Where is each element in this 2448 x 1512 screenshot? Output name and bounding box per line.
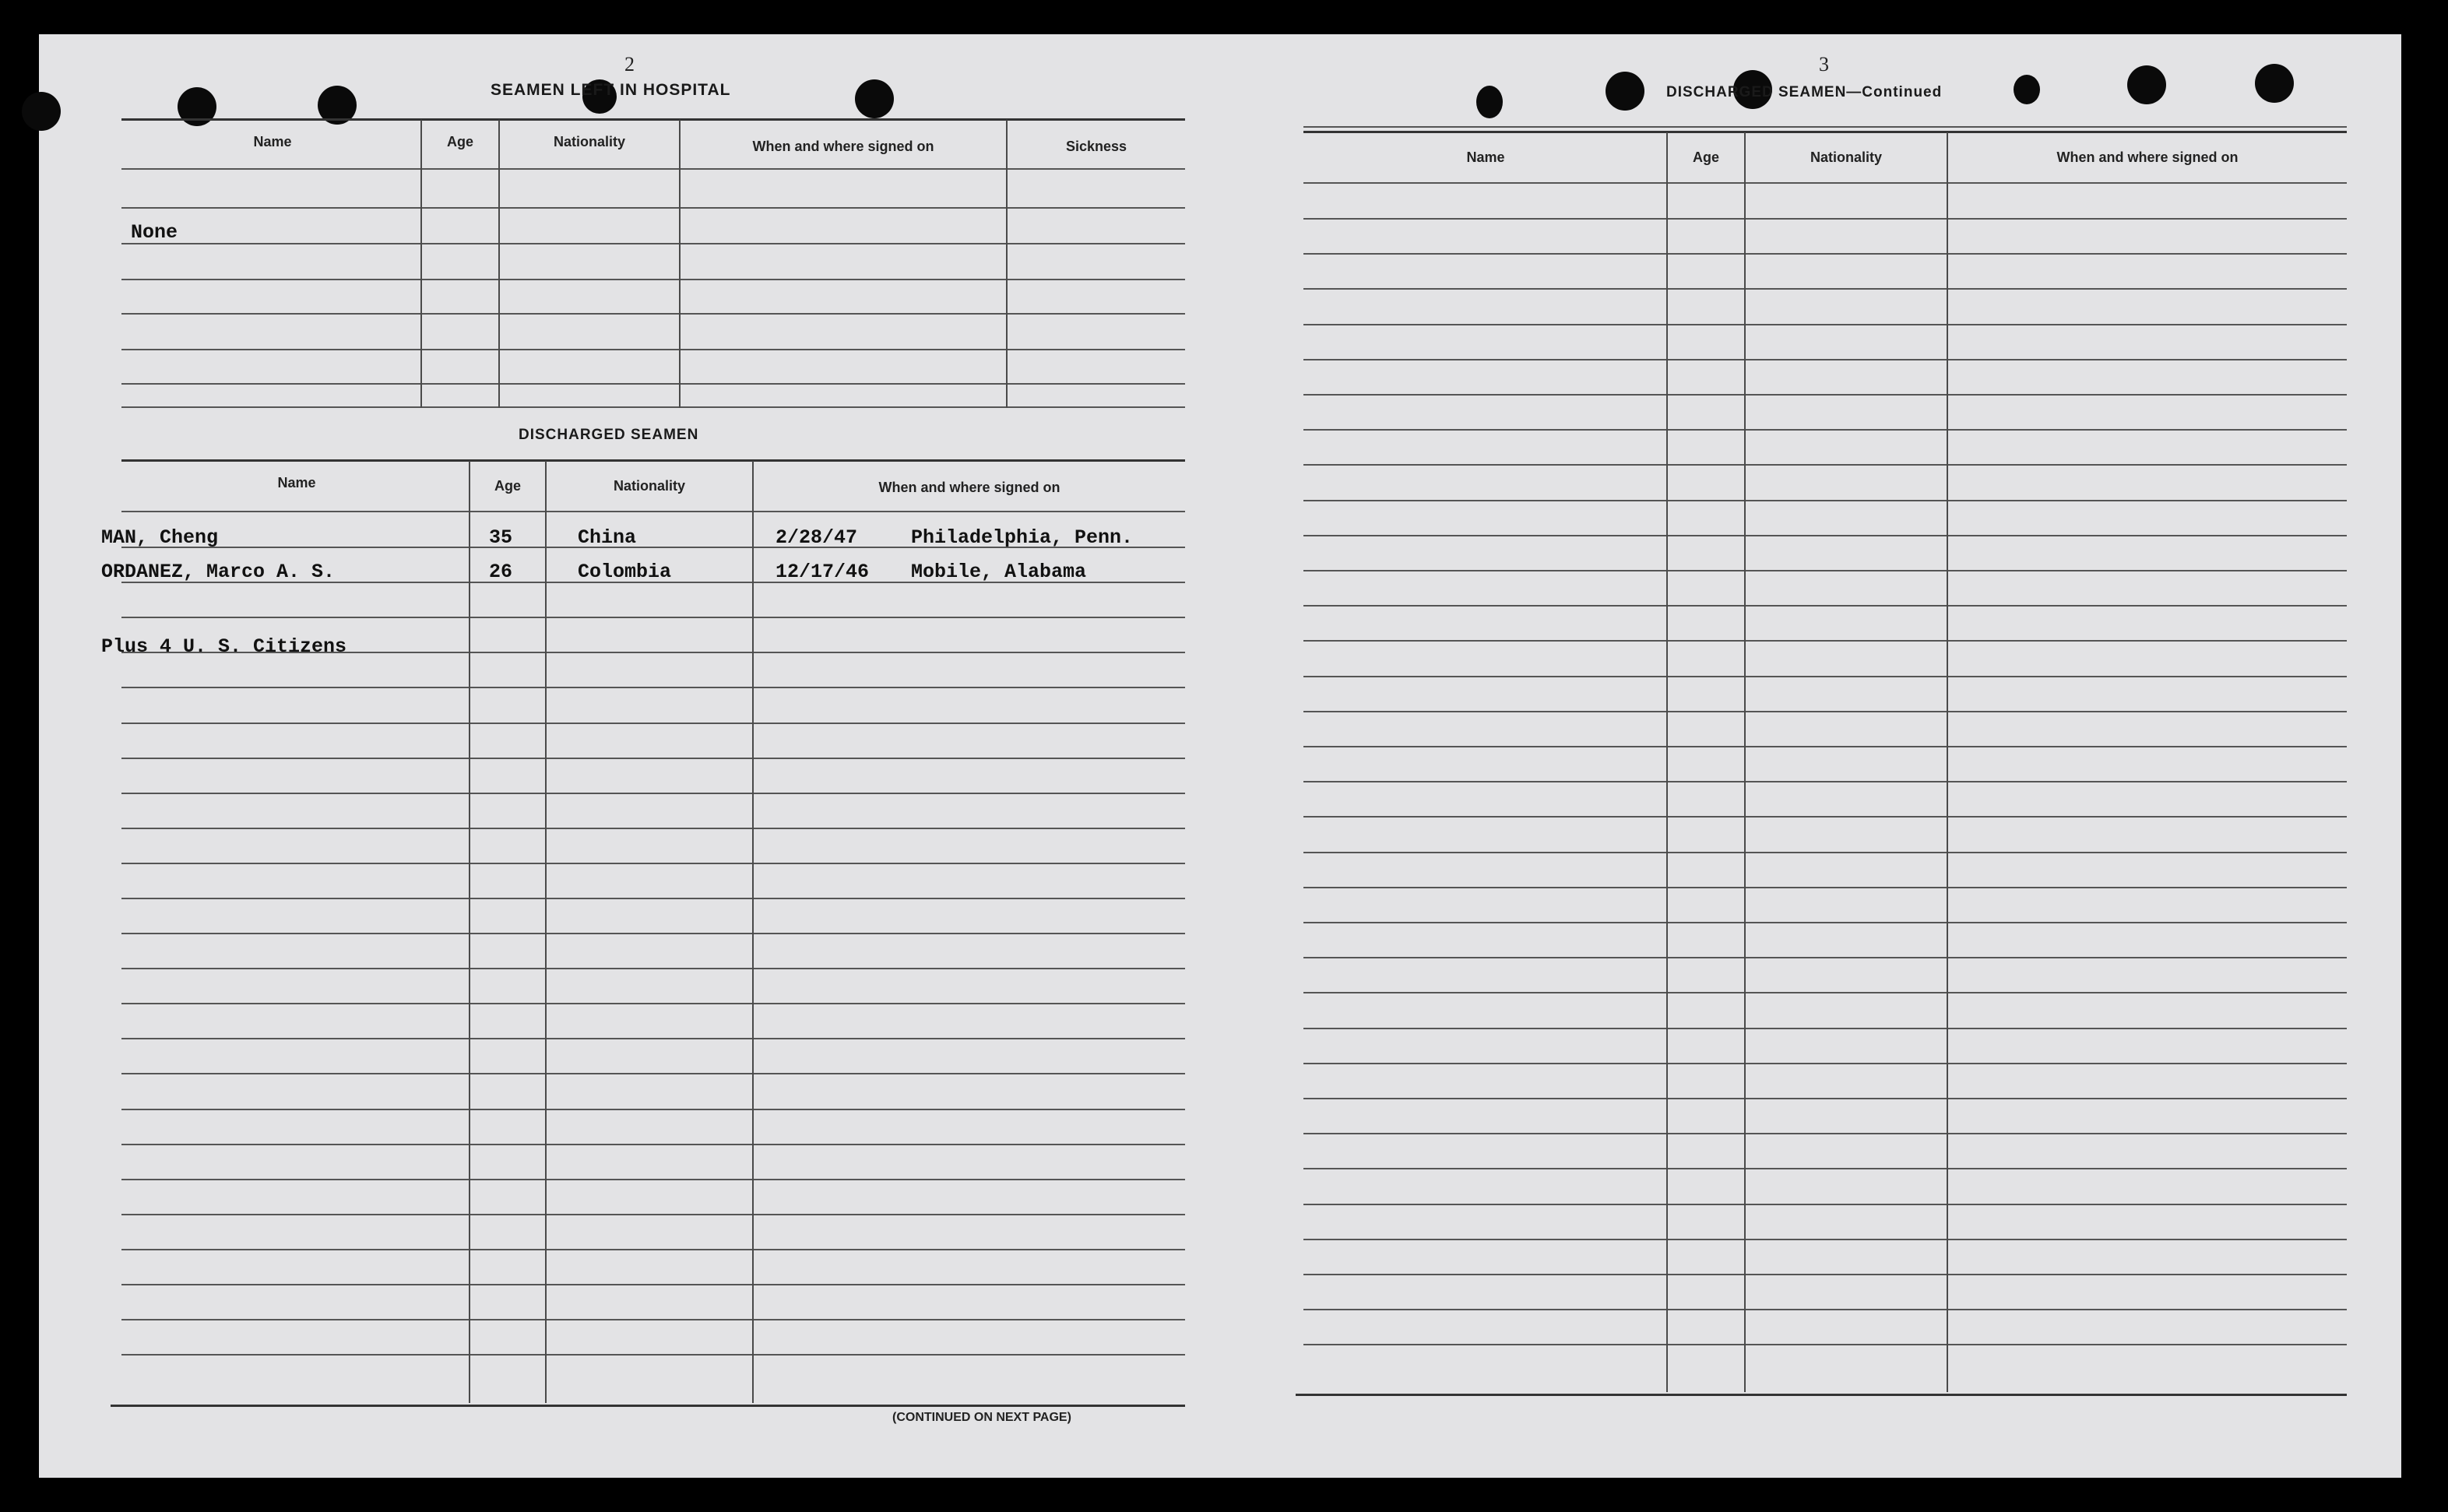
ledger-row-rule (1303, 464, 2347, 466)
ledger-row-rule (1303, 711, 2347, 712)
seaman-age: 35 (489, 526, 513, 549)
seaman-name: ORDANEZ, Marco A. S. (101, 561, 336, 583)
ledger-row-rule (121, 617, 1185, 618)
ledger-row-rule (1303, 781, 2347, 782)
ledger-row-rule (1303, 957, 2347, 958)
ledger-row-rule (1303, 1309, 2347, 1310)
hospital-row-rule (121, 207, 1185, 209)
punch-hole (2255, 64, 2294, 103)
hospital-header-nationality: Nationality (553, 134, 625, 149)
ledger-row-rule (1303, 746, 2347, 747)
page-number-right: 3 (1819, 53, 1829, 76)
ledger-row-rule (1303, 992, 2347, 993)
punch-hole (2127, 65, 2166, 104)
seaman-nationality: Colombia (578, 561, 672, 583)
right-header-name: Name (1466, 149, 1505, 165)
ledger-row-rule (121, 1109, 1185, 1110)
right-column-divider (1666, 132, 1668, 1392)
ledger-row-rule (121, 1038, 1185, 1039)
discharged-table-top-rule (121, 459, 1185, 462)
ledger-row-rule (1303, 922, 2347, 923)
ledger-row-rule (1303, 852, 2347, 853)
discharged-header-nationality: Nationality (613, 478, 685, 494)
ledger-row-rule (121, 828, 1185, 829)
ledger-row-rule (1303, 359, 2347, 360)
discharged-header-name: Name (277, 475, 316, 491)
discharged-continued-title: DISCHARGED SEAMEN—Continued (1666, 84, 1943, 100)
ledger-row-rule (1303, 1344, 2347, 1345)
punch-hole (2014, 75, 2040, 104)
ledger-row-rule (121, 863, 1185, 864)
ledger-row-rule (1303, 887, 2347, 888)
discharged-header-age: Age (494, 478, 521, 494)
ledger-row-rule (121, 898, 1185, 899)
seaman-signed-place: Philadelphia, Penn. (911, 526, 1134, 549)
punch-hole (855, 79, 894, 118)
discharged-column-divider (469, 461, 470, 1403)
hospital-column-divider (498, 120, 500, 408)
ledger-row-rule (1303, 1133, 2347, 1134)
ledger-row-rule (1303, 429, 2347, 431)
ledger-row-rule (1303, 1274, 2347, 1275)
ledger-row-rule (1303, 676, 2347, 677)
ledger-row-rule (1303, 253, 2347, 255)
discharged-table-bottom-rule (111, 1405, 1185, 1407)
right-table-top-rule (1303, 131, 2347, 133)
hospital-table-top-rule (121, 118, 1185, 121)
discharged-table-header-rule (121, 511, 1185, 512)
seaman-signed-place: Mobile, Alabama (911, 561, 1087, 583)
hospital-column-divider (1006, 120, 1008, 408)
ledger-row-rule (121, 687, 1185, 688)
ledger-row-rule (121, 1354, 1185, 1356)
discharged-column-divider (545, 461, 547, 1403)
hospital-row-rule (121, 243, 1185, 244)
ledger-row-rule (121, 933, 1185, 934)
ledger-row-rule (1303, 288, 2347, 290)
hospital-column-divider (420, 120, 422, 408)
ledger-row-rule (1303, 1239, 2347, 1240)
ledger-row-rule (1303, 816, 2347, 818)
citizens-note: Plus 4 U. S. Citizens (101, 635, 347, 658)
document-sheet (39, 34, 2401, 1478)
discharged-header-signed-on: When and where signed on (878, 480, 1060, 495)
ledger-row-rule (121, 1214, 1185, 1215)
right-table-header-rule (1303, 182, 2347, 184)
ledger-row-rule (1303, 1028, 2347, 1029)
ledger-row-rule (1303, 1063, 2347, 1064)
ledger-row-rule (121, 1073, 1185, 1074)
page-number-left: 2 (624, 53, 635, 76)
hospital-header-name: Name (253, 134, 292, 149)
ledger-row-rule (121, 1003, 1185, 1004)
hospital-header-signed-on: When and where signed on (752, 139, 934, 154)
ledger-row-rule (1303, 324, 2347, 325)
ledger-row-rule (1303, 218, 2347, 220)
ledger-row-rule (121, 1319, 1185, 1320)
right-header-nationality: Nationality (1810, 149, 1882, 165)
hospital-row-rule (121, 383, 1185, 385)
seaman-signed-date: 2/28/47 (776, 526, 858, 549)
right-table-top-rule (1303, 126, 2347, 128)
right-column-divider (1947, 132, 1948, 1392)
ledger-row-rule (121, 793, 1185, 794)
right-header-age: Age (1692, 149, 1719, 165)
hospital-column-divider (679, 120, 681, 408)
ledger-row-rule (1303, 1204, 2347, 1205)
hospital-row-rule (121, 313, 1185, 315)
hospital-entry-none: None (131, 221, 178, 244)
ledger-row-rule (121, 758, 1185, 759)
right-header-signed-on: When and where signed on (2056, 149, 2239, 165)
ledger-row-rule (1303, 500, 2347, 501)
hospital-header-sickness: Sickness (1065, 139, 1127, 154)
hospital-table-header-rule (121, 168, 1185, 170)
punch-hole (22, 92, 61, 131)
hospital-section-title: SEAMEN LEFT IN HOSPITAL (491, 81, 731, 99)
seaman-nationality: China (578, 526, 637, 549)
right-table-bottom-rule (1296, 1394, 2347, 1396)
hospital-header-age: Age (446, 134, 473, 149)
ledger-row-rule (121, 968, 1185, 969)
ledger-row-rule (121, 1144, 1185, 1145)
hospital-row-rule (121, 279, 1185, 280)
discharged-section-title: DISCHARGED SEAMEN (519, 427, 699, 443)
ledger-row-rule (121, 1179, 1185, 1180)
ledger-row-rule (121, 1249, 1185, 1250)
continued-footer: (CONTINUED ON NEXT PAGE) (892, 1411, 1071, 1424)
right-column-divider (1744, 132, 1746, 1392)
ledger-row-rule (121, 1284, 1185, 1285)
seaman-name: MAN, Cheng (101, 526, 219, 549)
seaman-signed-date: 12/17/46 (776, 561, 870, 583)
hospital-row-rule (121, 406, 1185, 408)
ledger-row-rule (1303, 535, 2347, 536)
seaman-age: 26 (489, 561, 513, 583)
ledger-row-rule (1303, 640, 2347, 642)
ledger-row-rule (1303, 1168, 2347, 1169)
ledger-row-rule (1303, 605, 2347, 607)
discharged-column-divider (752, 461, 754, 1403)
ledger-row-rule (1303, 1098, 2347, 1099)
punch-hole (1476, 86, 1503, 118)
ledger-row-rule (1303, 570, 2347, 571)
hospital-row-rule (121, 349, 1185, 350)
ledger-row-rule (121, 723, 1185, 724)
punch-hole (1606, 72, 1644, 111)
ledger-row-rule (1303, 394, 2347, 396)
